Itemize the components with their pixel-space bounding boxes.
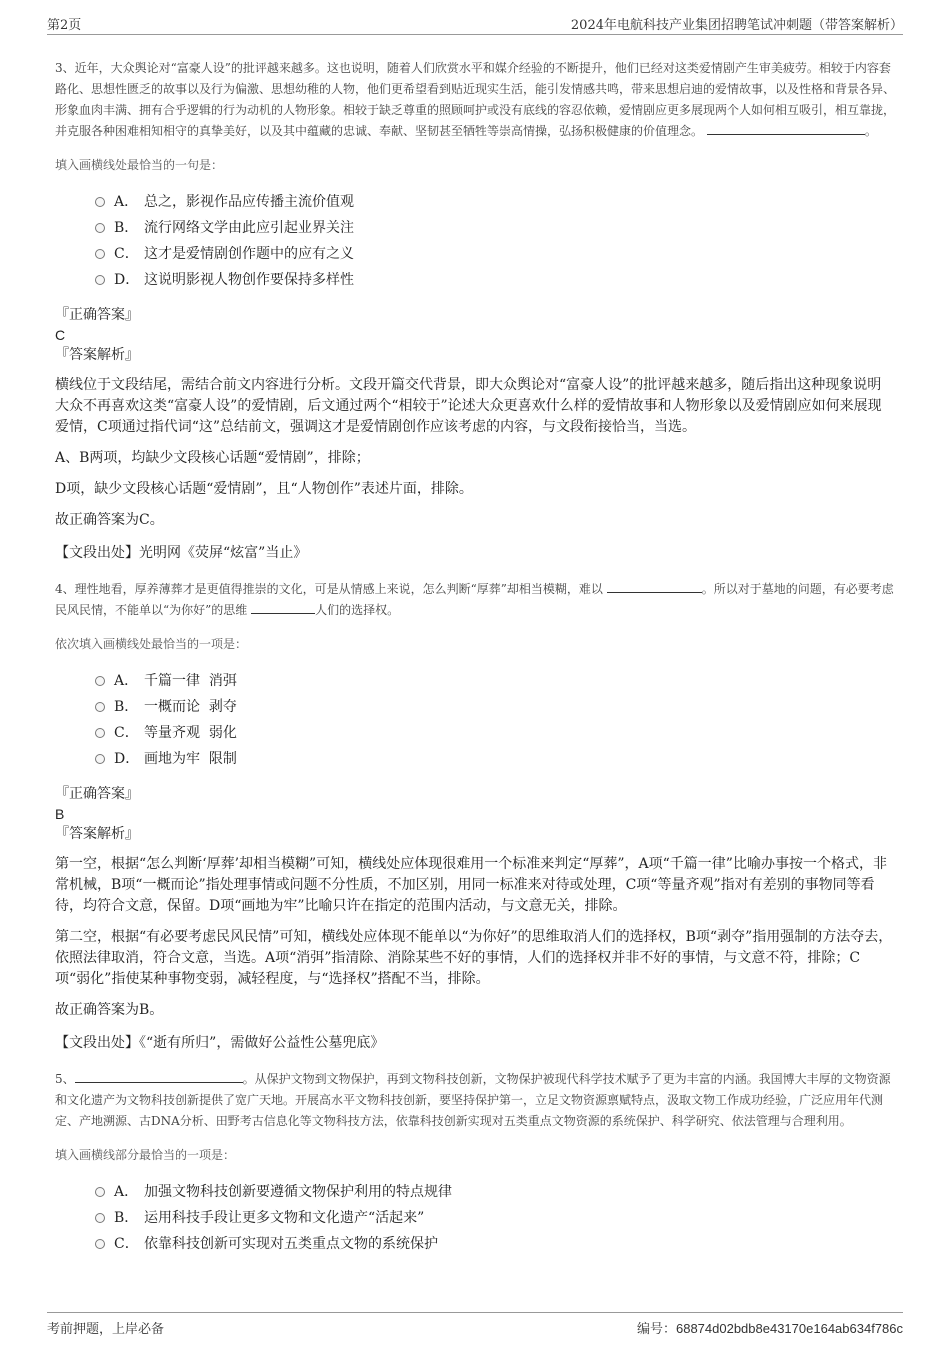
radio-icon[interactable] bbox=[95, 1187, 105, 1197]
question-4-stem: 4、理性地看，厚养薄葬才是更值得推崇的文化，可是从情感上来说，怎么判断“厚葬”却相当模糊，难以 。所以对于墓地的问题，有必要考虑民风民情，不能单以“为你好”的思维 人们的选择权。 bbox=[55, 579, 895, 621]
option-c[interactable]: C． 依靠科技创新可实现对五类重点文物的系统保护 bbox=[95, 1231, 895, 1257]
option-b[interactable]: B． 流行网络文学由此应引起业界关注 bbox=[95, 215, 895, 241]
answer-label: 『正确答案』 bbox=[55, 307, 139, 323]
option-a[interactable]: A． 千篇一律 消弭 bbox=[95, 668, 895, 694]
option-d[interactable]: D． 这说明影视人物创作要保持多样性 bbox=[95, 267, 895, 293]
answer-value: B bbox=[55, 806, 65, 822]
page-header bbox=[47, 12, 903, 35]
radio-icon[interactable] bbox=[95, 223, 105, 233]
answer-blank bbox=[75, 1069, 243, 1083]
source-citation: 【文段出处】《“逝有所归”，需做好公益性公墓兜底》 bbox=[55, 1035, 385, 1051]
question-4-prompt: 依次填入画横线处最恰当的一项是： bbox=[55, 637, 248, 651]
option-a[interactable]: A． 加强文物科技创新要遵循文物保护利用的特点规律 bbox=[95, 1179, 895, 1205]
analysis-paragraph: 横线位于文段结尾，需结合前文内容进行分析。文段开篇交代背景，即大众舆论对“富豪人设”的批评越来越多，随后指出这种现象说明大众不再喜欢这类“富豪人设”的爱情剧，后文通过两个“相较于”论述大众更喜欢什么样的爱情故事和人物形象以及爱情剧应如何来展现爱情，C项通过指代词“这”总结前文，强调这才是爱情剧创作应该考虑的内容，与文段衔接恰当，当选。 bbox=[55, 377, 882, 435]
page-number: 第2页 bbox=[47, 18, 82, 33]
document-body bbox=[55, 58, 895, 1269]
footer-slogan: 考前押题，上岸必备 bbox=[47, 1322, 165, 1337]
question-5 bbox=[55, 1069, 895, 1257]
analysis-paragraph: 故正确答案为B。 bbox=[55, 1002, 164, 1018]
document-id: 编号：68874d02bdb8e43170e164ab634f786c bbox=[636, 1321, 903, 1336]
answer-label: 『正确答案』 bbox=[55, 786, 139, 802]
page-footer bbox=[47, 1312, 903, 1337]
analysis-paragraph: 故正确答案为C。 bbox=[55, 512, 164, 528]
source-citation: 【文段出处】光明网《荧屏“炫富”当止》 bbox=[55, 545, 308, 561]
question-4-options bbox=[95, 668, 895, 772]
radio-icon[interactable] bbox=[95, 275, 105, 285]
analysis-paragraph: 第一空，根据“怎么判断‘厚葬’却相当模糊”可知，横线处应体现很难用一个标准来判定“厚葬”，A项“千篇一律”比喻办事按一个格式，非常机械，B项“一概而论”指处理事情或问题不分性质，不加区别，用同一标准来对待或处理，C项“等量齐观”指对有差别的事物同等看待，均符合文意，保留。D项“画地为牢”比喻只许在指定的范围内活动，与文意无关，排除。 bbox=[55, 856, 887, 914]
radio-icon[interactable] bbox=[95, 676, 105, 686]
radio-icon[interactable] bbox=[95, 754, 105, 764]
analysis-paragraph: A、B两项，均缺少文段核心话题“爱情剧”，排除； bbox=[55, 450, 370, 466]
question-3-options bbox=[95, 189, 895, 293]
option-a[interactable]: A． 总之，影视作品应传播主流价值观 bbox=[95, 189, 895, 215]
radio-icon[interactable] bbox=[95, 1213, 105, 1223]
question-3-prompt: 填入画横线处最恰当的一句是： bbox=[55, 158, 224, 172]
analysis-paragraph: 第二空，根据“有必要考虑民风民情”可知，横线处应体现不能单以“为你好”的思维取消人们的选择权，B项“剥夺”指用强制的方法夺去，依照法律取消，符合文意，当选。A项“消弭”指清除、消除某些不好的事情，人们的选择权并非不好的事情，与文意不符，排除；C项“弱化”指使某种事物变弱，减轻程度，与“选择权”搭配不当，排除。 bbox=[55, 929, 893, 987]
radio-icon[interactable] bbox=[95, 249, 105, 259]
radio-icon[interactable] bbox=[95, 1239, 105, 1249]
question-5-options bbox=[95, 1179, 895, 1257]
answer-blank bbox=[251, 600, 315, 614]
answer-blank bbox=[707, 121, 865, 135]
question-5-stem: 5、 。从保护文物到文物保护，再到文物科技创新，文物保护被现代科学技术赋予了更为丰富的内涵。我国博大丰厚的文物资源和文化遗产为文物科技创新提供了宽广天地。开展高水平文物科技创新，要坚持保护第一，立足文物资源禀赋特点，汲取文物工作成功经验，广泛应用年代测定、产地溯源、古DNA分析、田野考古信息化等文物科技方法，依靠科技创新实现对五类重点文物资源的系统保护、科学研究、依法管理与合理利用。 bbox=[55, 1069, 895, 1132]
radio-icon[interactable] bbox=[95, 702, 105, 712]
question-3-stem: 3、近年，大众舆论对“富豪人设”的批评越来越多。这也说明，随着人们欣赏水平和媒介经验的不断提升，他们已经对这类爱情剧产生审美疲劳。相较于内容套路化、思想性匮乏的故事以及行为偏激、思想幼稚的人物，他们更希望看到贴近现实生活，能引发情感共鸣，带来思想启迪的爱情故事，以及性格和背景各异、形象血肉丰满、拥有合乎逻辑的行为动机的人物形象。相较于缺乏尊重的照顾呵护或没有底线的容忍依赖，爱情剧应更多展现两个人如何相互吸引，相互靠拢，并克服各种困难相知相守的真挚美好，以及其中蕴藏的忠诚、奉献、坚韧甚至牺牲等崇高情操，弘扬积极健康的价值理念。 。 bbox=[55, 61, 896, 138]
analysis-paragraph: D项，缺少文段核心话题“爱情剧”，且“人物创作”表述片面，排除。 bbox=[55, 481, 473, 497]
option-c[interactable]: C． 等量齐观 弱化 bbox=[95, 720, 895, 746]
option-d[interactable]: D． 画地为牢 限制 bbox=[95, 746, 895, 772]
question-4 bbox=[55, 579, 895, 1053]
answer-value: C bbox=[55, 327, 66, 343]
analysis-label: 『答案解析』 bbox=[55, 347, 139, 363]
analysis-label: 『答案解析』 bbox=[55, 826, 139, 842]
radio-icon[interactable] bbox=[95, 728, 105, 738]
question-3 bbox=[55, 58, 895, 563]
option-b[interactable]: B． 一概而论 剥夺 bbox=[95, 694, 895, 720]
radio-icon[interactable] bbox=[95, 197, 105, 207]
document-title: 2024年电航科技产业集团招聘笔试冲刺题（带答案解析） bbox=[570, 18, 903, 33]
option-b[interactable]: B． 运用科技手段让更多文物和文化遗产“活起来” bbox=[95, 1205, 895, 1231]
question-5-prompt: 填入画横线部分最恰当的一项是： bbox=[55, 1148, 236, 1162]
option-c[interactable]: C． 这才是爱情剧创作题中的应有之义 bbox=[95, 241, 895, 267]
answer-blank bbox=[607, 579, 702, 593]
